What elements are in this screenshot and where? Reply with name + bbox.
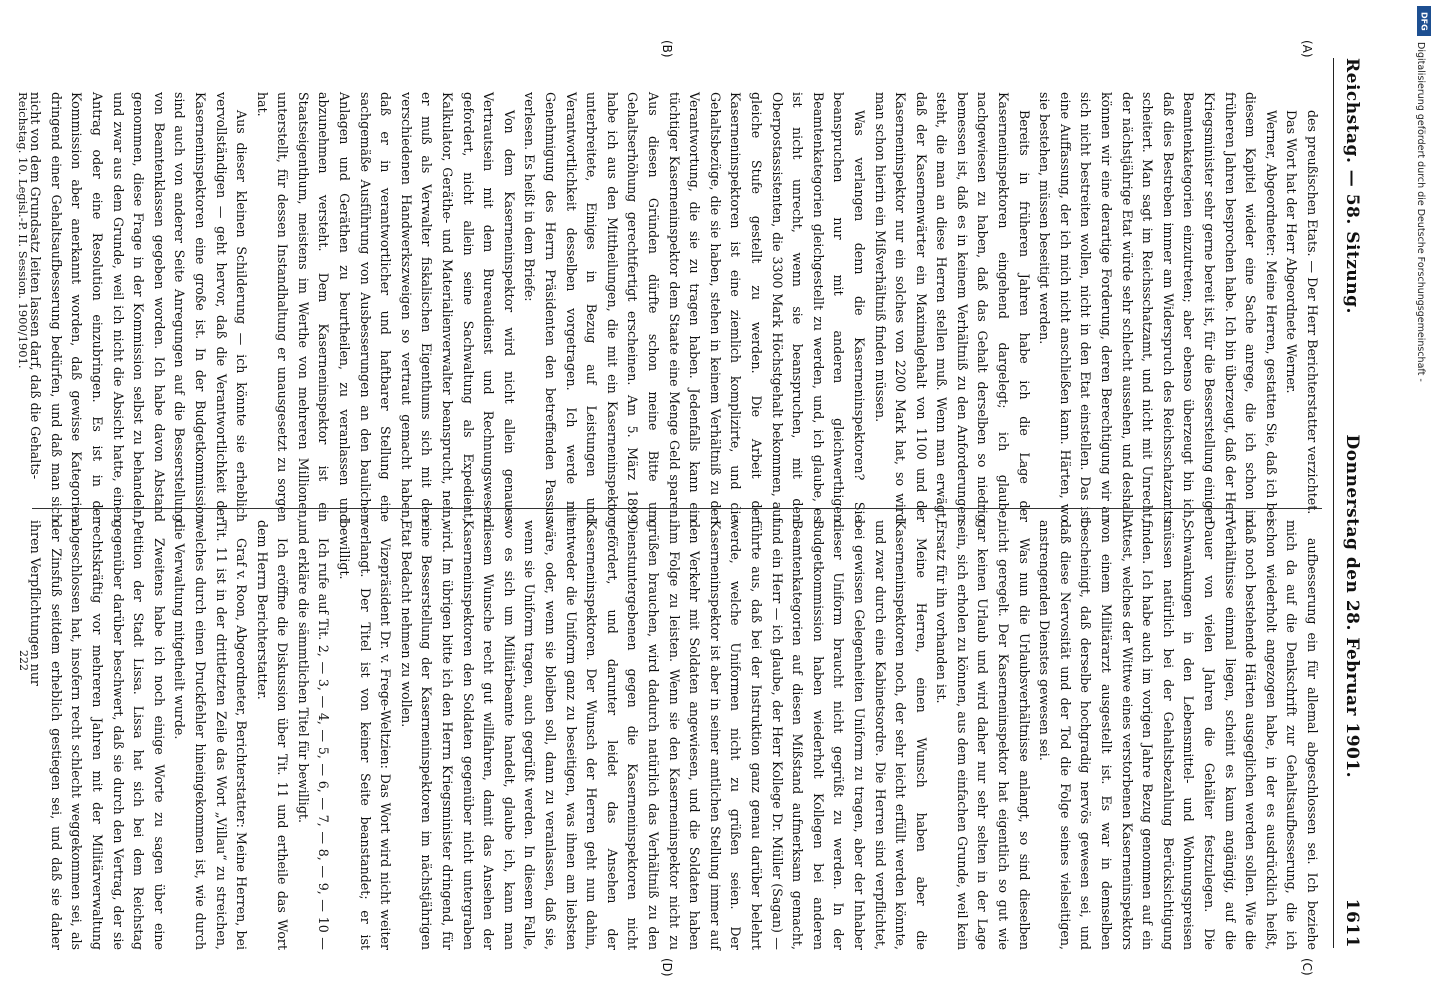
margin-marker-b: (B) (660, 40, 674, 58)
header-rule (1333, 58, 1334, 948)
paragraph: aufbesserung ein für allemal abgeschlossen sei. Ich beziehe mich da auf die Denkschrift zur Gehaltsaufbesserung, die ich schon wiederholt angezogen habe, in der es ausdrücklich heißt, daß noch bestehende Härten ausgeglichen werden sollen. Wie die Verhältnisse einmal liegen, scheint es kaum angängig, auf die Dauer von vielen Jahren die Gehälter festzulegen. Die Schwankungen in den Lebensmittel- und Wohnungspreisen müssen natürlich bei der Gehaltsbezahlung Berücksichtigung finden. Ich habe auch im vorigen Jahre Bezug genommen auf ein Attest, welches der Wittwe eines verstorbenen Kaserneninspektors von einem Militärarzt ausgestellt ist. Es war in demselben bescheinigt, daß derselbe hochgradig nervös gewesen sei, und daß diese Nervosität und der Tod die Folge seines vielseitigen, anstrengenden Dienstes gewesen sei. (1037, 520, 1320, 950)
paragraph: Zweitens habe ich noch einige Worte zu sagen über eine Petition der Stadt Lissa. Lissa hat sich bei dem Reichstag gegenüber darüber beschwert, daß sie durch den Vertrag, der sie rechtskräftig vor mehreren Jahren mit der Militärverwaltung abgeschlossen hat, insofern recht schlecht weggekommen sei, als der Zinsfuß seitdem erheblich gestiegen sei, und daß sie daher ihren Verpflichtungen nur (28, 520, 167, 950)
margin-marker-d: (D) (660, 958, 674, 977)
header-left: Reichstag. — 58. Sitzung. (1342, 58, 1362, 314)
left-column (28, 92, 1322, 522)
paragraph: Graf v. Roon, Abgeordneter, Berichterstatter: Meine Herren, bei Tit. 11 ist in der drittletzten Zeile das Wort „Villau“ zu streichen, welches durch einen Druckfehler hineingekommen ist, wie durch die Verwaltung mitgetheilt wurde. (172, 520, 250, 950)
digitization-credit (1414, 6, 1428, 1006)
paragraph: Aus dieser kleinen Schilderung — ich könnte sie erheblich vervollständigen — geht hervor, daß die Verantwortlichkeit der Kaserneninspektoren eine große ist. In der Budgetkommission sind auch von anderer Seite Anregungen auf die Besserstellung von Beamtenklassen gegeben worden. Ich habe davon Abstand genommen, diese Frage in der Kommission selbst zu behandeln, und zwar aus dem Grunde, weil ich nicht die Absicht hatte, einen Antrag oder eine Resolution einzubringen. Es ist in der Kommission aber anerkannt worden, daß gewisse Kategorien dringend einer Gehaltsaufbesserung bedürfen, und daß man sich nicht von dem Grundsatz leiten lassen darf, daß die Gehalts- (28, 92, 250, 522)
paragraph: Das Wort hat der Herr Abgeordnete Werner. (1284, 110, 1300, 394)
paragraph: Von dem Kaserneninspektor wird nicht allein genaues Vertrautsein mit dem Bureaudienst und Rechnungswesen gefordert, nicht allein seine Sachwaltung als Expedient, Kalkulator, Geräthe- und Materialienverwalter beansprucht, nein, er muß als Verwalter fiskalischen Eigenthums sich mit den verschiedenen Handwerkszweigen so vertraut gemacht haben, daß er in verantwortlicher und haftbarer Stellung eine sachgemäße Ausführung von Ausbesserungen an den baulichen Anlagen und Geräthen zu beurtheilen, zu veranlassen und abzunehmen versteht. Dem Kaserneninspektor ist ein Staatseigenthum, meistens im Werthe von mehreren Millionen, unterstellt, für dessen Instandhaltung er unausgesetzt zu sorgen hat. (254, 92, 517, 522)
column-divider (32, 508, 1322, 509)
header-date: Donnerstag den 28. Februar 1901. (1342, 434, 1362, 779)
footer-session: Reichstag. 10. Legisl.-P. II. Session. 1900/1901. (16, 92, 30, 369)
paragraph: Ich eröffne die Diskussion über Tit. 11 und ertheile das Wort dem Herrn Berichterstatter. (254, 520, 291, 950)
paragraph: Bereits in früheren Jahren habe ich die Lage der Kaserneninspektoren eingehend dargelegt; ich glaube, nachgewiesen zu haben, daß das Gehalt derselben so niedrig bemessen ist, daß es in keinem Verhältniß zu den Anforderungen steht, die man an diese Herren stellen muß. Wenn man erwägt, daß der Kasernenwärter ein Maximalgehalt von 1100 und der Kaserneninspektor nur ein solches von 2200 Mark hat, so wird man schon hierin ein Mißverhältniß finden müssen. (872, 92, 1032, 522)
dfg-logo: DFG (1417, 6, 1431, 36)
page-header (1338, 58, 1366, 948)
page-number: 1611 (1342, 898, 1362, 948)
margin-marker-c: (C) (1300, 958, 1314, 976)
paragraph: Was nun die Urlaubsverhältnisse anlangt, so sind dieselben nicht geregelt. Der Kaserneninspektor hat eigentlich so gut wie gar keinen Urlaub und wird daher nur sehr selten in der Lage sein, sich erholen zu können, aus dem einfachen Grunde, weil kein Ersatz für ihn vorhanden ist. (934, 520, 1032, 950)
paragraph: Ich rufe auf Tit. 2, — 3, — 4, — 5, — 6, — 7, — 8, — 9, — 10 — und erkläre die sämmtlichen Titel für bewilligt. (295, 520, 332, 950)
paragraph: Werner, Abgeordneter: Meine Herren, gestatten Sie, daß ich bei diesem Kapitel wieder eine Sache anrege, die ich schon in früheren Jahren besprochen habe. Ich bin überzeugt, daß der Herr Kriegsminister sehr gerne bereit ist, für die Besserstellung einiger Beamtenkategorien einzutreten; aber ebenso überzeugt bin ich, daß dies Bestreben immer am Widerspruch des Reichsschatzamts scheitert. Man sagt im Reichsschatzamt, und nicht mit Unrecht, der nächstjährige Etat würde sehr schlecht aussehen, und deshalb können wir eine derartige Forderung, deren Berechtigung wir an sich nicht bestreiten wollen, nicht in den Etat einstellen. Das ist eine Auffassung, der ich mich nicht anschließen kann. Härten, wo sie bestehen, müssen beseitigt werden. (1037, 92, 1279, 522)
paragraph: des preußischen Etats. — Der Herr Berichterstatter verzichtet. (1305, 110, 1320, 515)
credit-text: Digitalisierung gefördert durch die Deutsche Forschungsgemeinschaft - (1415, 42, 1426, 382)
paragraph: Was verlangen denn die Kaserneninspektoren? Sie beanspruchen nur mit anderen gleichwerthigen Beamtenkategorien gleichgestellt zu werden, und, ich glaube, es ist nicht unrecht, wenn sie beanspruchen, mit den Oberpostassistenten, die 3300 Mark Höchstgehalt bekommen, auf gleiche Stufe gestellt zu werden. Die Arbeit der Kaserneninspektoren ist eine ziemlich komplizirte, und die Gehaltsbezüge, die sie haben, stehen in keinem Verhältniß zu der Verantwortung, die sie zu tragen haben. Jedenfalls kann ein tüchtiger Kaserneninspektor dem Staate eine Menge Geld sparen. Aus diesen Gründen dürfte schon meine Bitte um Gehaltserhöhung gerechtfertigt erscheinen. Am 5. März 1899 habe ich aus den Mittheilungen, die mit ein Kaserneninspektor unterbreitete, Einiges in Bezug auf Leistungen und Verantwortlichkeit desselben vorgetragen. Ich werde mit Genehmigung des Herrn Präsidenten den betreffenden Passus verlesen. Es heißt in dem Briefe: (522, 92, 867, 522)
paragraph: Vizepräsident Dr. v. Frege-Weltzien: Das Wort wird nicht weiter verlangt. Der Titel ist von keiner Seite beanstandet; er ist bewilligt. (337, 520, 394, 950)
right-column (28, 520, 1322, 950)
margin-marker-a: (A) (1300, 40, 1314, 58)
paragraph: Meine Herren, einen Wunsch haben aber die Kaserneninspektoren noch, der sehr leicht erfüllt werden könnte, und zwar durch eine Kabinetsordre. Die Herren sind verpflichtet, bei gewissen Gelegenheiten Uniform zu tragen, aber der Inhaber dieser Uniform braucht nicht gegrüßt zu werden. In der Budgetkommission haben wiederholt Kollegen bei anderen Beamtenkategorien auf diesen Mißstand aufmerksam gemacht, und ein Herr — ich glaube, der Herr Kollege Dr. Müller (Sagan) — führte aus, daß bei der Instruktion ganz genau darüber belehrt werde, welche Uniformen nicht zu grüßen seien. Der Kaserneninspektor ist aber in seiner amtlichen Stellung immer auf den Verkehr mit Soldaten angewiesen, und die Soldaten haben ihm Folge zu leisten. Wenn sie den Kaserneninspektor nicht zu grüßen brauchen, wird dadurch natürlich das Verhältniß zu den Dienstuntergebenen gegen die Kaserneninspektoren nicht gefördert, und darunter leidet das Ansehen der Kaserneninspektoren. Der Wunsch der Herren geht nun dahin, entweder die Uniform ganz zu beseitigen, was ihnen am liebsten wäre, oder, wenn sie bleiben soll, dann zu veranlassen, daß sie, wenn sie Uniform tragen, auch gegrüßt werden. In diesem Falle, wo es sich um Militärbeamte handelt, glaube ich, kann man diesem Wunsche recht gut willfahren, damit das Ansehen der Kaserneninspektoren den Soldaten gegenüber nicht untergraben wird. Im übrigen bitte ich den Herrn Kriegsminister dringend, für eine Besserstellung der Kaserneninspektoren im nächstjährigen Etat Bedacht nehmen zu wollen. (398, 520, 929, 950)
footer-page-mark: 222 (17, 650, 30, 671)
